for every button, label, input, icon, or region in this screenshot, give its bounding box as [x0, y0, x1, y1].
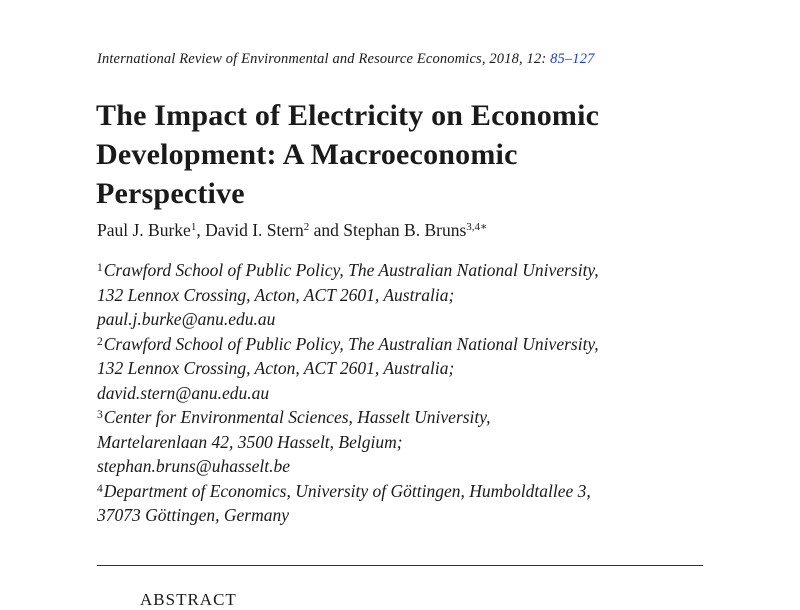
section-divider [97, 565, 703, 566]
author-list [97, 220, 488, 241]
affiliation-number: 4 [97, 482, 103, 495]
author-name: David I. Stern [205, 220, 304, 240]
page-range-link[interactable]: 85–127 [550, 51, 595, 67]
affiliation-block [97, 258, 717, 332]
journal-citation-text: International Review of Environmental and Resource Economics, 2018, 12: [97, 51, 551, 67]
title-line: Development: A Macroeconomic [96, 138, 518, 171]
title-line: Perspective [96, 177, 245, 210]
affiliation-block [97, 332, 717, 406]
affiliation-email[interactable]: paul.j.burke@anu.edu.au [97, 309, 276, 329]
author-affiliation-mark: 2 [303, 221, 310, 233]
paper-title [96, 96, 736, 213]
author-name: Paul J. Burke [97, 220, 191, 240]
author-separator: , [196, 220, 206, 240]
abstract-heading: ABSTRACT [140, 590, 237, 609]
affiliation-line [97, 332, 717, 357]
affiliation-block [97, 405, 717, 479]
affiliation-line [97, 479, 717, 504]
affiliation-number: 3 [97, 409, 103, 421]
journal-citation [97, 51, 717, 68]
author-affiliation-mark: 3,4∗ [466, 221, 488, 233]
affiliation-text: Crawford School of Public Policy, The Australian National University, [103, 333, 599, 354]
affiliation-number: 2 [97, 335, 103, 348]
affiliation-line: 132 Lennox Crossing, Acton, ACT 2601, Australia; [97, 358, 455, 378]
affiliation-number: 1 [97, 262, 103, 274]
author-separator: and [309, 220, 344, 240]
author-name: Stephan B. Bruns [343, 220, 467, 240]
affiliation-email[interactable]: david.stern@anu.edu.au [97, 382, 270, 403]
affiliation-line [97, 258, 717, 283]
affiliation-block [97, 479, 717, 528]
affiliation-line: Martelarenlaan 42, 3500 Hasselt, Belgium; [97, 431, 403, 452]
affiliation-email[interactable]: stephan.bruns@uhasselt.be [97, 456, 291, 476]
affiliation-text: Department of Economics, University of Göttingen, Humboldtallee 3, [103, 480, 591, 501]
affiliation-text: Center for Environmental Sciences, Hasselt University, [103, 407, 491, 427]
affiliation-text: Crawford School of Public Policy, The Australian National University, [103, 260, 599, 280]
affiliation-list [97, 258, 717, 528]
affiliation-line: 132 Lennox Crossing, Acton, ACT 2601, Australia; [97, 284, 455, 305]
affiliation-line: 37073 Göttingen, Germany [97, 505, 289, 525]
author-affiliation-mark: 1 [190, 221, 197, 233]
title-line: The Impact of Electricity on Economic [96, 99, 600, 132]
affiliation-line [97, 405, 717, 430]
